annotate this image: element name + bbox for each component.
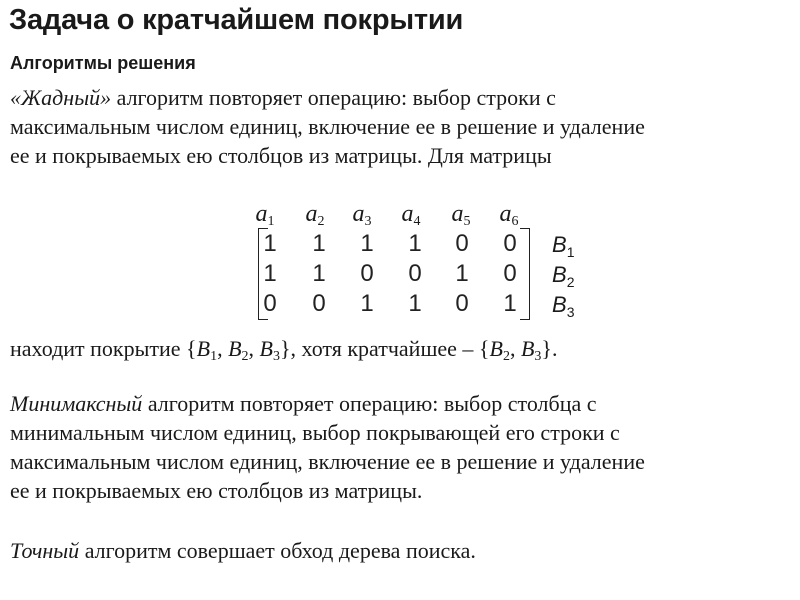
paragraph-line [10,389,795,418]
column-index: 3 [364,214,372,229]
column-index: 4 [413,214,421,229]
matrix-cell: 1 [408,230,422,257]
column-index: 2 [317,214,325,229]
exact-term: Точный [10,538,80,563]
column-header [342,200,382,228]
matrix-cell: 1 [408,290,422,317]
row-symbol: B [552,262,567,287]
minimax-algorithm-paragraph [10,389,795,505]
paragraph-line: максимальным числом единиц, включение ее в решение и удаление [10,449,645,474]
column-index: 1 [267,214,275,229]
matrix-cell: 1 [312,260,326,287]
paragraph-text: находит покрытие [10,336,187,361]
set-brace: } [541,336,552,361]
paragraph-line [10,536,795,565]
set-element-symbol: B [489,336,503,361]
row-index: 2 [566,274,575,290]
matrix-right-bracket [520,228,530,320]
matrix-cell: 0 [455,230,469,257]
set-element-symbol: B [196,336,211,361]
matrix-cell: 1 [455,260,469,287]
matrix-cell: 1 [312,230,326,257]
matrix-cell: 0 [455,290,469,317]
matrix-cell: 1 [503,290,517,317]
paragraph-line [10,83,795,112]
matrix-cell: 0 [503,260,517,287]
page-title: Задача о кратчайшем покрытии [9,4,464,36]
matrix-left-bracket [258,228,268,320]
row-symbol: B [552,232,567,257]
column-header [441,200,481,228]
set-element-index: 2 [241,349,249,364]
column-index: 6 [511,214,519,229]
paragraph-line: максимальным числом единиц, включение ее в решение и удаление [10,114,645,139]
paragraph-line [10,334,795,363]
greedy-algorithm-paragraph [10,83,795,170]
matrix-cell: 1 [360,290,374,317]
paragraph-text: . [551,336,558,361]
set-element-symbol: B [228,336,242,361]
cover-found-set [186,336,291,364]
column-header [245,200,285,228]
matrix-cell: 0 [408,260,422,287]
row-index: 3 [566,304,575,320]
set-element-index: 3 [272,349,280,364]
row-label [552,291,574,319]
row-index: 1 [566,244,575,260]
minimax-term: Минимаксный [10,391,143,416]
set-separator: , [217,336,229,361]
matrix-cell: 1 [263,230,277,257]
set-separator: , [509,336,521,361]
set-brace: { [186,336,197,361]
paragraph-text: алгоритм повторяет операцию: выбор строки с [111,85,556,110]
matrix-cell: 0 [263,290,277,317]
set-brace: } [279,336,291,361]
section-subtitle: Алгоритмы решения [10,53,196,73]
column-header [391,200,431,228]
column-symbol: a [352,201,365,227]
paragraph-line: ее и покрываемых ею столбцов из матрицы. Для матрицы [10,143,552,168]
matrix-cell: 0 [360,260,374,287]
column-symbol: a [451,201,464,227]
matrix-cell: 1 [263,260,277,287]
column-symbol: a [499,201,512,227]
row-label [552,261,574,289]
column-index: 5 [463,214,471,229]
set-element-symbol: B [259,336,273,361]
matrix-cell: 0 [503,230,517,257]
exact-algorithm-paragraph [10,536,795,565]
paragraph-line: минимальным числом единиц, выбор покрывающей его строки с [10,420,620,445]
cover-shortest-set [478,336,552,364]
column-header [489,200,529,228]
set-element-index: 2 [502,349,510,364]
row-label [552,231,574,259]
set-element-index: 1 [210,349,218,364]
column-header [295,200,335,228]
paragraph-line: ее и покрываемых ею столбцов из матрицы. [10,478,423,503]
paragraph-text: алгоритм повторяет операцию: выбор столбца с [142,391,597,416]
cover-result-paragraph [10,334,795,363]
set-brace: { [478,336,490,361]
column-symbol: a [401,201,414,227]
column-symbol: a [305,201,318,227]
matrix-cell: 0 [312,290,326,317]
matrix-cell: 1 [360,230,374,257]
set-element-index: 3 [534,349,542,364]
column-symbol: a [255,201,268,227]
row-symbol: B [552,292,567,317]
paragraph-text: , хотя кратчайшее – [290,336,479,361]
greedy-term: «Жадный» [10,85,112,110]
paragraph-text: алгоритм совершает обход дерева поиска. [79,538,476,563]
set-separator: , [248,336,260,361]
set-element-symbol: B [520,336,535,361]
